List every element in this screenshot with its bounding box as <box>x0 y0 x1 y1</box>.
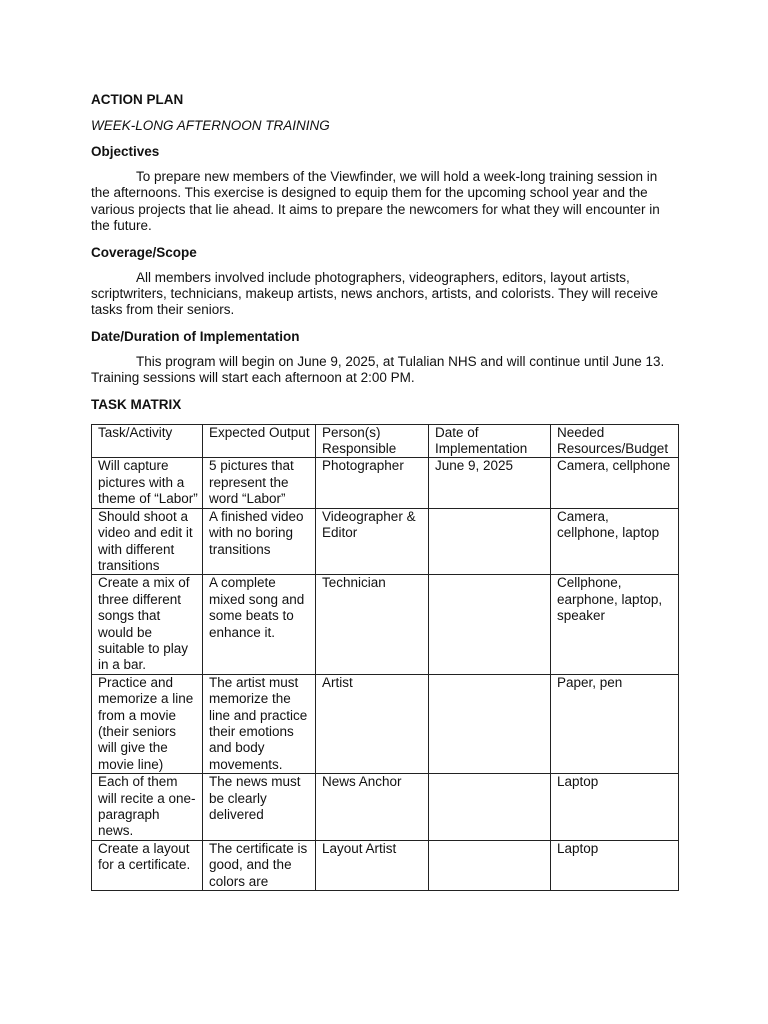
table-row <box>92 774 679 841</box>
table-cell: 5 pictures that represent the word “Labor” <box>203 458 316 508</box>
table-cell: A complete mixed song and some beats to enhance it. <box>203 575 316 674</box>
table-cell <box>429 774 551 841</box>
header-cell: Needed Resources/Budget <box>551 424 679 458</box>
document-subtitle: WEEK-LONG AFTERNOON TRAINING <box>91 118 330 133</box>
table-row <box>92 575 679 674</box>
table-cell: Layout Artist <box>316 840 429 890</box>
coverage-text: All members involved include photographers, videographers, editors, layout artists, scriptwriters, technicians, makeup artists, news anchors, artists, and colorists. They will receive tasks from their seniors. <box>91 269 658 318</box>
table-cell: Each of them will recite a one-paragraph news. <box>92 774 203 841</box>
coverage-heading: Coverage/Scope <box>91 244 197 260</box>
objectives-text: To prepare new members of the Viewfinder, we will hold a week-long training session in the afternoons. This exercise is designed to equip them for the upcoming school year and the various projects that lie ahead. It aims to prepare the newcomers for what they will encounter in the future. <box>91 169 660 234</box>
table-row <box>92 840 679 890</box>
task-matrix-table <box>91 424 679 891</box>
table-cell: Should shoot a video and edit it with different transitions <box>92 508 203 575</box>
table-cell: News Anchor <box>316 774 429 841</box>
table-cell: Artist <box>316 674 429 773</box>
table-cell: Will capture pictures with a theme of “Labor” <box>92 458 203 508</box>
table-cell: Laptop <box>551 840 679 890</box>
table-cell: Technician <box>316 575 429 674</box>
table-cell <box>429 575 551 674</box>
document-title: ACTION PLAN <box>91 92 184 107</box>
table-cell <box>429 508 551 575</box>
table-row <box>92 458 679 508</box>
table-cell: The artist must memorize the line and practice their emotions and body movements. <box>203 674 316 773</box>
table-cell: Photographer <box>316 458 429 508</box>
table-row <box>92 674 679 773</box>
objectives-heading: Objectives <box>91 144 160 159</box>
table-cell: A finished video with no boring transitions <box>203 508 316 575</box>
table-cell: Paper, pen <box>551 674 679 773</box>
table-cell: Laptop <box>551 774 679 841</box>
document-page <box>91 91 678 891</box>
date-heading: Date/Duration of Implementation <box>91 328 300 344</box>
table-cell: The news must be clearly delivered <box>203 774 316 841</box>
header-cell: Date of Implementation <box>429 424 551 458</box>
table-cell: The certificate is good, and the colors are <box>203 840 316 890</box>
table-cell: June 9, 2025 <box>429 458 551 508</box>
table-header-row <box>92 424 679 458</box>
header-cell: Expected Output <box>203 424 316 458</box>
table-cell: Videographer & Editor <box>316 508 429 575</box>
table-cell: Camera, cellphone <box>551 458 679 508</box>
table-row <box>92 508 679 575</box>
table-cell: Create a mix of three different songs that would be suitable to play in a bar. <box>92 575 203 674</box>
table-cell: Practice and memorize a line from a movie (their seniors will give the movie line) <box>92 674 203 773</box>
task-matrix-heading: TASK MATRIX <box>91 396 182 412</box>
table-cell: Create a layout for a certificate. <box>92 840 203 890</box>
table-cell: Cellphone, earphone, laptop, speaker <box>551 575 679 674</box>
table-cell: Camera, cellphone, laptop <box>551 508 679 575</box>
table-cell <box>429 840 551 890</box>
header-cell: Task/Activity <box>92 424 203 458</box>
header-cell: Person(s) Responsible <box>316 424 429 458</box>
table-cell <box>429 674 551 773</box>
date-text: This program will begin on June 9, 2025, at Tulalian NHS and will continue until June 13. Training sessions will start each afternoon at 2:00 PM. <box>91 353 665 386</box>
